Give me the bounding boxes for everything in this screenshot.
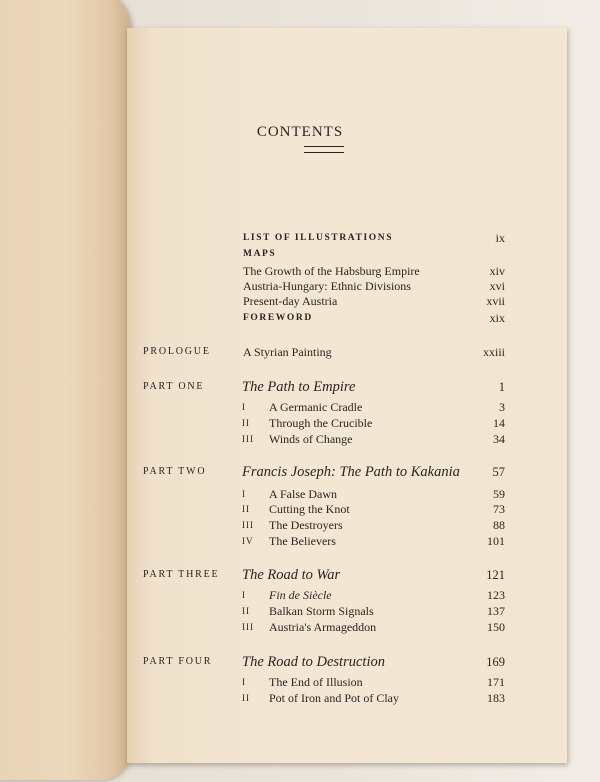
section-label: PROLOGUE <box>143 346 211 357</box>
part-label: PART ONE <box>143 381 205 392</box>
toc-row <box>0 230 600 246</box>
chapter-number: II <box>242 418 250 428</box>
toc-page-number: 73 <box>493 502 505 516</box>
chapter-number: III <box>242 520 254 530</box>
toc-row-chapter <box>0 690 600 706</box>
toc-page-number: xxiii <box>482 345 505 359</box>
chapter-title: Cutting the Knot <box>269 502 350 516</box>
chapter-title: A False Dawn <box>269 487 337 501</box>
chapter-number: II <box>242 504 250 514</box>
chapter-number: III <box>242 434 254 444</box>
toc-row-part <box>0 464 600 480</box>
toc-row-prologue <box>0 344 600 360</box>
part-label: PART FOUR <box>143 656 213 667</box>
toc-entry-label: LIST OF ILLUSTRATIONS <box>243 233 394 243</box>
chapter-number: III <box>242 622 254 632</box>
toc-page-number: xvi <box>489 279 505 293</box>
toc-row-part <box>0 379 600 395</box>
toc-page-number: 3 <box>499 400 505 414</box>
toc-row <box>0 310 600 326</box>
toc-row-chapter <box>0 674 600 690</box>
toc-row-chapter <box>0 431 600 447</box>
toc-row-chapter <box>0 587 600 603</box>
chapter-title: A Germanic Cradle <box>269 400 363 414</box>
toc-page-number: ix <box>495 231 505 245</box>
toc-page-number: xix <box>489 311 505 325</box>
toc-page-number: 57 <box>492 465 505 479</box>
chapter-number: I <box>242 489 246 499</box>
toc-page-number: 59 <box>493 487 505 501</box>
toc-row <box>0 278 600 294</box>
toc-entry-label: MAPS <box>243 249 277 259</box>
part-title: Francis Joseph: The Path to Kakania <box>242 464 460 480</box>
chapter-title: The Destroyers <box>269 518 343 532</box>
toc-row-part <box>0 567 600 583</box>
toc-page-number: 14 <box>493 416 505 430</box>
toc-page-number: xiv <box>489 264 505 278</box>
chapter-number: II <box>242 693 250 703</box>
toc-page-number: 88 <box>493 518 505 532</box>
toc-entry-label: Present-day Austria <box>243 294 338 308</box>
toc-row <box>0 263 600 279</box>
page-title: CONTENTS <box>256 124 344 140</box>
toc-page-number: 1 <box>498 380 505 394</box>
chapter-number: I <box>242 677 246 687</box>
toc-entry-label: The Growth of the Habsburg Empire <box>243 264 420 278</box>
toc-page-number: 150 <box>487 620 505 634</box>
section-title: A Styrian Painting <box>243 345 332 359</box>
chapter-title: Winds of Change <box>269 432 353 446</box>
toc-row-chapter <box>0 501 600 517</box>
chapter-title: The End of Illusion <box>269 675 363 689</box>
toc-entry-label: FOREWORD <box>243 313 313 323</box>
chapter-number: I <box>242 590 246 600</box>
chapter-title: Pot of Iron and Pot of Clay <box>269 691 399 705</box>
toc-row-part <box>0 654 600 670</box>
chapter-number: II <box>242 606 250 616</box>
toc-page-number: 123 <box>487 588 505 602</box>
chapter-title: Balkan Storm Signals <box>269 604 374 618</box>
title-rule <box>304 146 344 153</box>
chapter-title: Austria's Armageddon <box>269 620 377 634</box>
toc-page-number: 137 <box>487 604 505 618</box>
toc-page-number: xvii <box>486 294 505 308</box>
toc-page-number: 171 <box>487 675 505 689</box>
toc-row <box>0 246 600 262</box>
chapter-title: Through the Crucible <box>269 416 373 430</box>
part-title: The Path to Empire <box>242 379 356 395</box>
toc-entry-label: Austria-Hungary: Ethnic Divisions <box>243 279 411 293</box>
toc-row-chapter <box>0 533 600 549</box>
part-title: The Road to Destruction <box>242 654 385 670</box>
chapter-title: Fin de Siècle <box>269 588 332 602</box>
toc-row-chapter <box>0 603 600 619</box>
chapter-number: I <box>242 402 246 412</box>
toc-row-chapter <box>0 415 600 431</box>
chapter-number: IV <box>242 536 254 546</box>
toc-row-chapter <box>0 517 600 533</box>
part-label: PART TWO <box>143 466 207 477</box>
part-label: PART THREE <box>143 569 220 580</box>
toc-row-chapter <box>0 486 600 502</box>
toc-page-number: 101 <box>487 534 505 548</box>
toc-page-number: 121 <box>486 568 505 582</box>
toc-row-chapter <box>0 399 600 415</box>
chapter-title: The Believers <box>269 534 336 548</box>
toc-page-number: 34 <box>493 432 505 446</box>
toc-page-number: 169 <box>486 655 505 669</box>
part-title: The Road to War <box>242 567 341 583</box>
toc-row <box>0 293 600 309</box>
toc-row-chapter <box>0 619 600 635</box>
toc-page-number: 183 <box>487 691 505 705</box>
